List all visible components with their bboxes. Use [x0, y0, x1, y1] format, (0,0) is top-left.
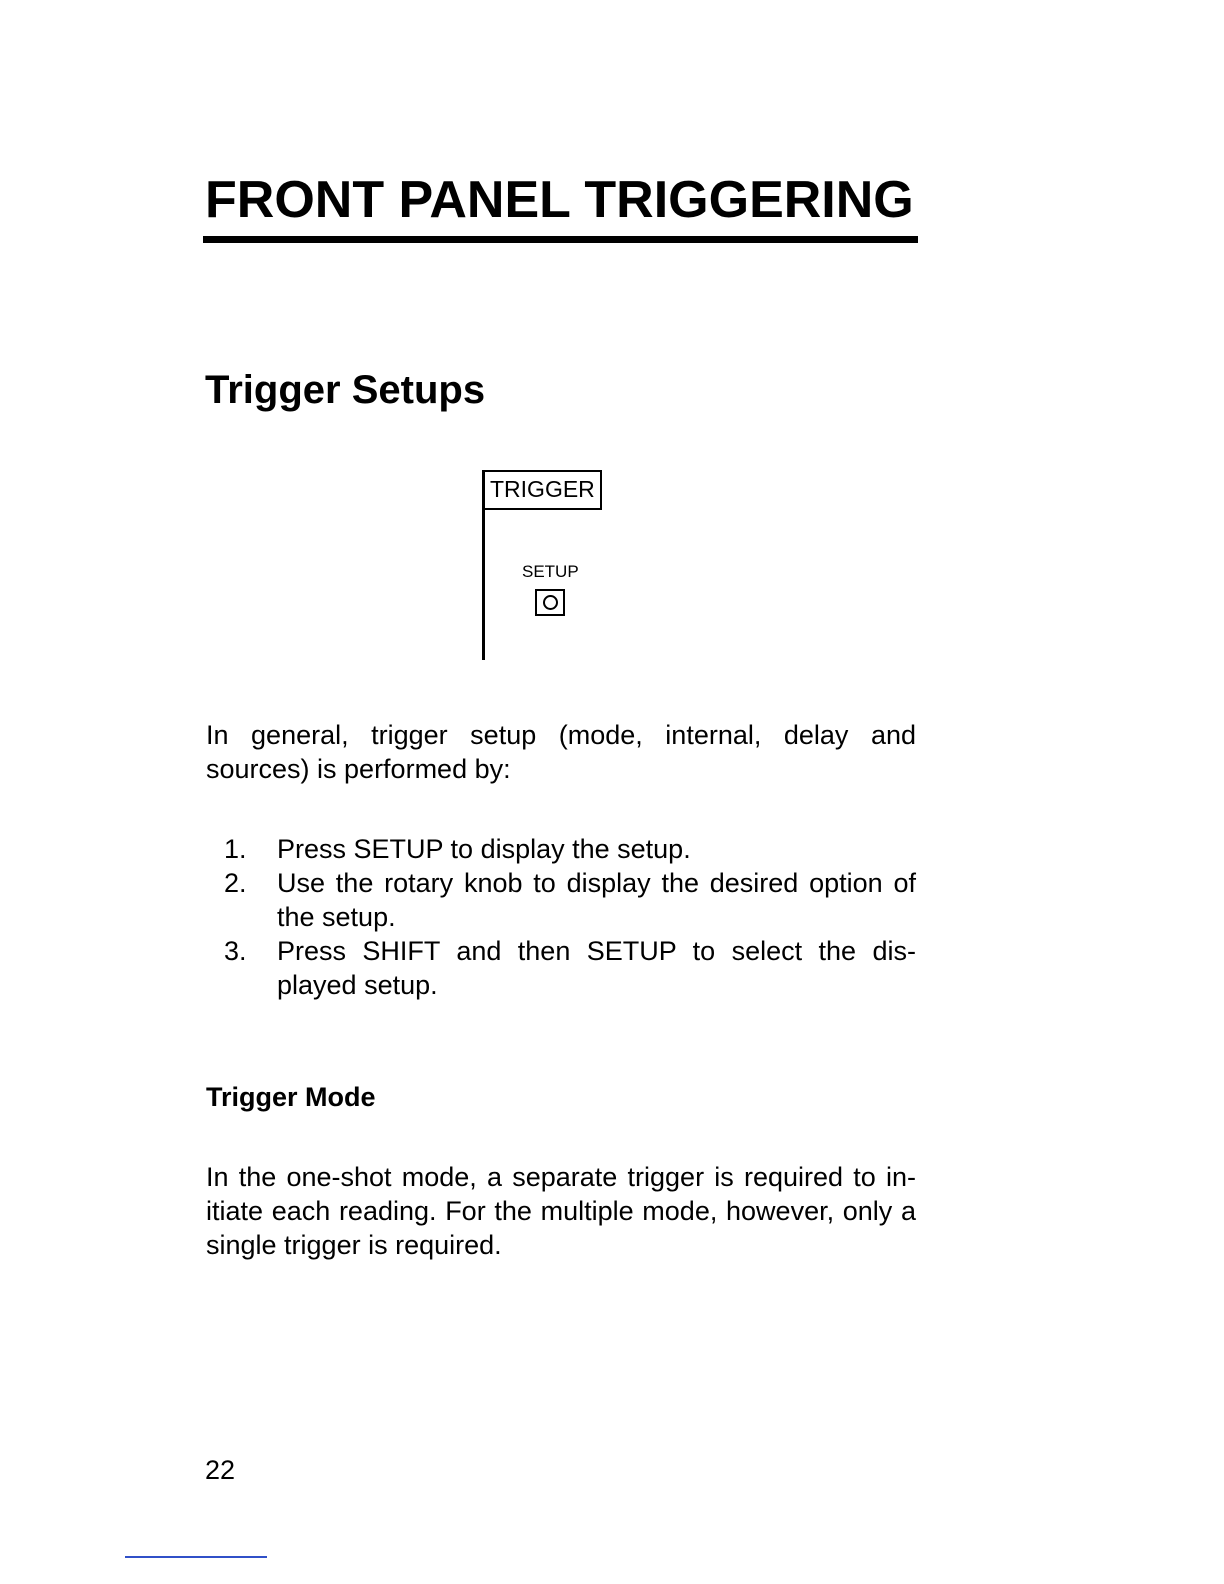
page-number: 22	[205, 1455, 236, 1485]
section-title: Trigger Setups	[205, 368, 486, 412]
trigger-mode-paragraph: In the one-shot mode, a separate trigger is required to in-itiate each reading. For the multiple mode, however, only a single trigger is required.	[206, 1162, 916, 1260]
list-item	[206, 832, 916, 866]
step-number: 2.	[224, 868, 247, 898]
step-number: 3.	[224, 936, 247, 966]
chapter-title: FRONT PANEL TRIGGERING	[205, 171, 914, 229]
step-number: 1.	[224, 834, 247, 864]
step-text: Use the rotary knob to display the desired option of the setup.	[277, 868, 916, 932]
circle-button-icon	[543, 595, 558, 610]
list-item	[206, 934, 916, 1002]
setup-button[interactable]	[535, 589, 565, 616]
list-item	[206, 866, 916, 934]
step-text: Press SHIFT and then SETUP to select the dis-played setup.	[277, 936, 916, 1000]
chapter-rule	[203, 236, 918, 243]
steps-list	[206, 832, 916, 1002]
footer-line	[125, 1556, 267, 1558]
trigger-group-label: TRIGGER	[482, 470, 602, 510]
intro-paragraph: In general, trigger setup (mode, internal, delay and sources) is performed by:	[206, 720, 916, 784]
trigger-mode-heading: Trigger Mode	[206, 1082, 376, 1112]
setup-button-label: SETUP	[522, 562, 579, 581]
trigger-panel-diagram	[482, 470, 622, 665]
step-text: Press SETUP to display the setup.	[277, 834, 691, 864]
